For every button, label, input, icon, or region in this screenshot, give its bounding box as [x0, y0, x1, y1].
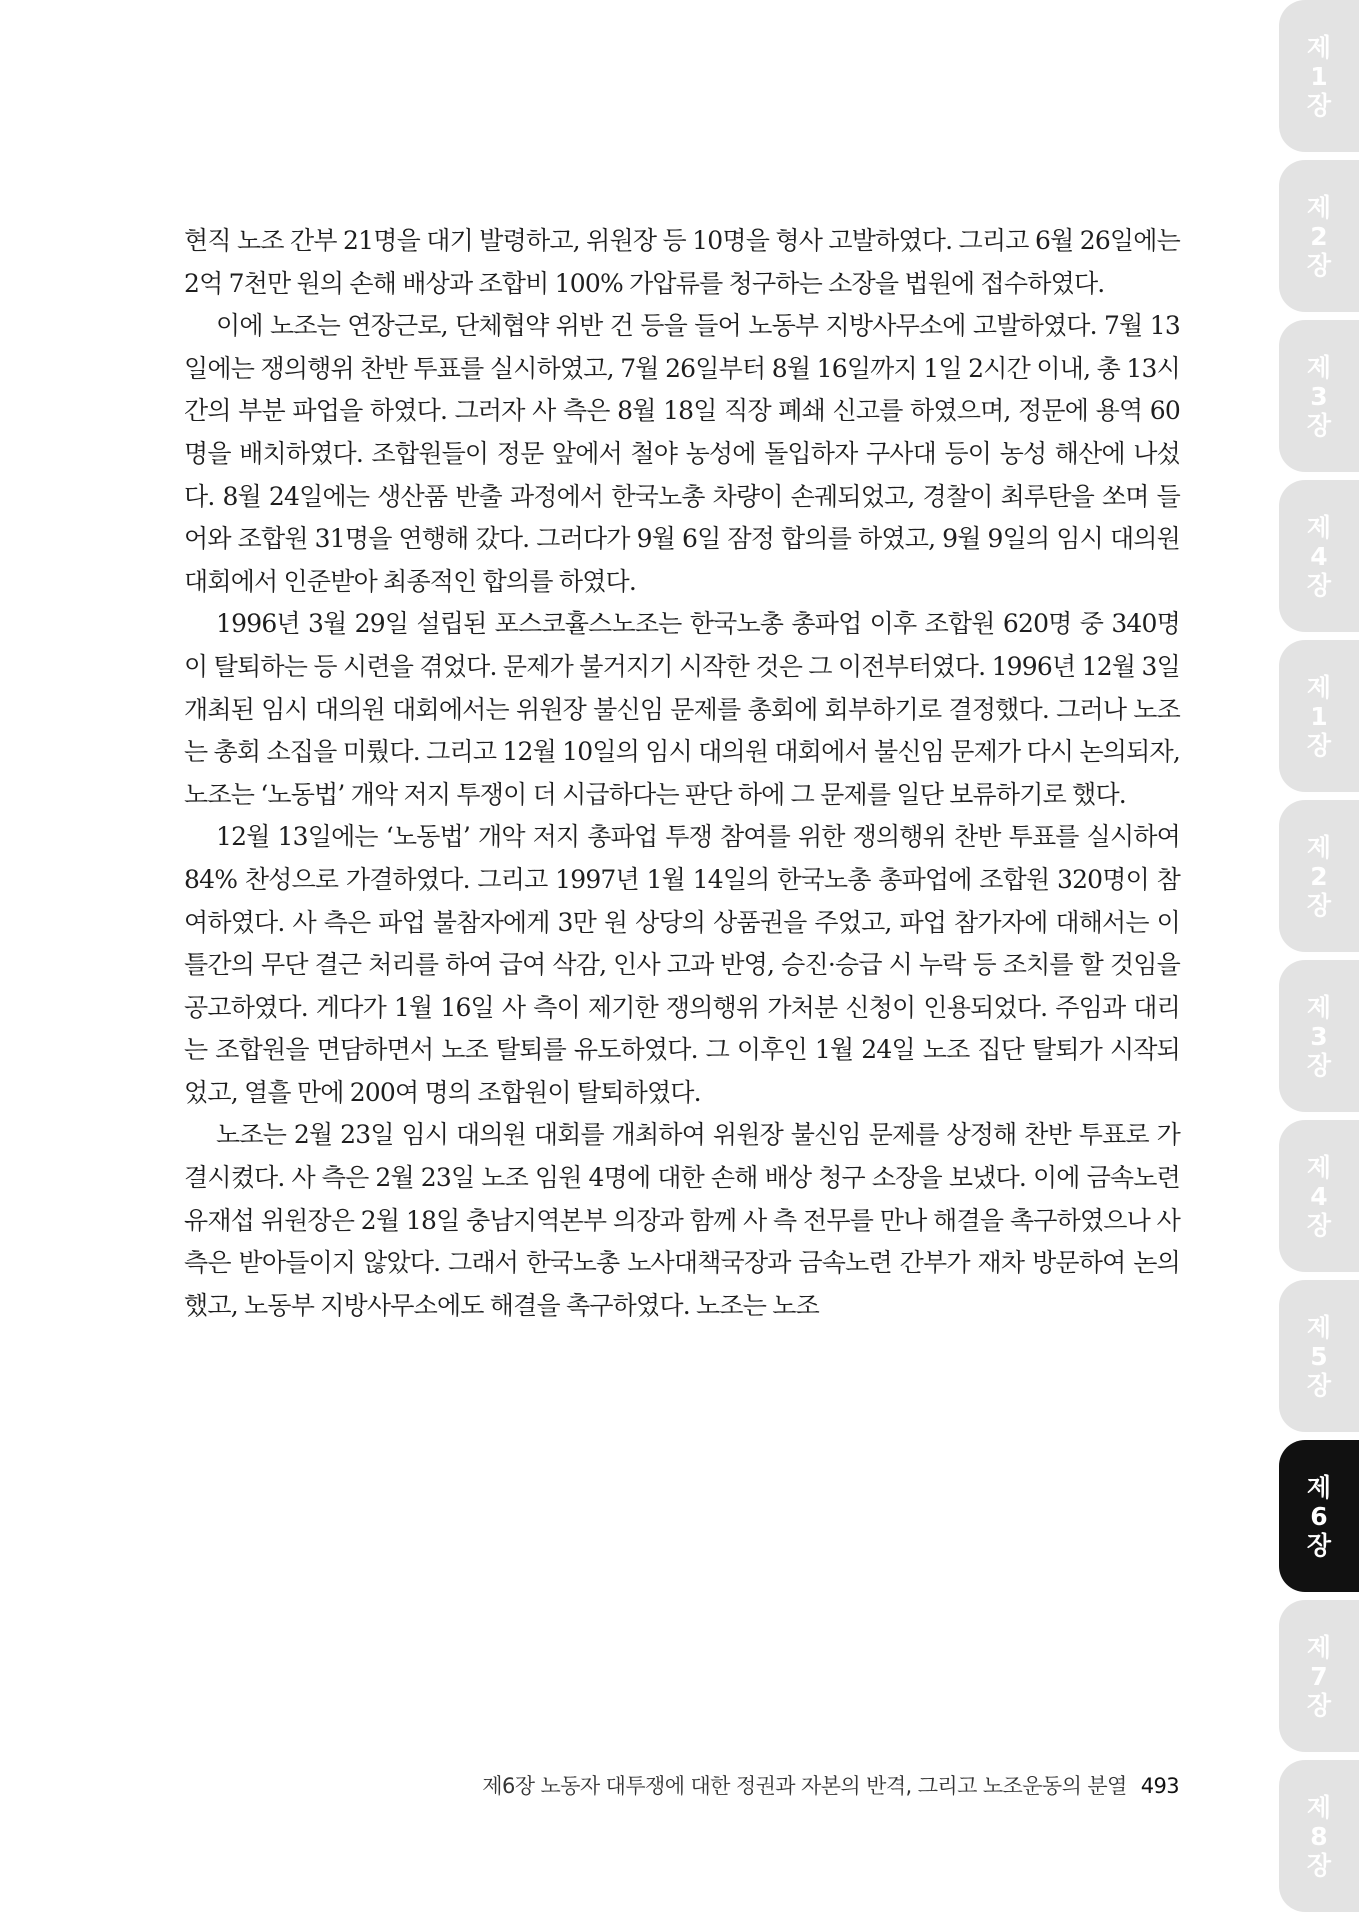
page-footer — [482, 1770, 1179, 1800]
paragraph-1: 현직 노조 간부 21명을 대기 발령하고, 위원장 등 10명을 형사 고발하였다. 그리고 6월 26일에는 2억 7천만 원의 손해 배상과 조합비 100% 가압류를 청구하는 소장을 법원에 접수하였다. — [184, 226, 1180, 298]
chapter-tab-6[interactable] — [1279, 800, 1359, 952]
tab-suffix: 장 — [1306, 1050, 1332, 1080]
chapter-tab-8[interactable] — [1279, 1120, 1359, 1272]
tab-label: 제 — [1306, 992, 1332, 1022]
chapter-tab-9[interactable] — [1279, 1280, 1359, 1432]
chapter-tab-5[interactable] — [1279, 640, 1359, 792]
running-title: 제6장 노동자 대투쟁에 대한 정권과 자본의 반격, 그리고 노조운동의 분열 — [482, 1774, 1127, 1798]
tab-number: 1 — [1310, 701, 1328, 731]
tab-number: 5 — [1310, 1341, 1328, 1371]
paragraph-5: 노조는 2월 23일 임시 대의원 대회를 개최하여 위원장 불신임 문제를 상정해 찬반 투표로 가결시켰다. 사 측은 2월 23일 노조 임원 4명에 대한 손해 배상 청구 소장을 보냈다. 이에 금속노련 유재섭 위원장은 2월 18일 충남지역본부 의장과 함께 사 측 전무를 만나 해결을 촉구하였으나 사 측은 받아들이지 않았다. 그래서 한국노총 노사대책국장과 금속노련 간부가 재차 방문하여 논의했고, 노동부 지방사무소에도 해결을 촉구하였다. 노조는 노조 — [184, 1120, 1180, 1320]
tab-number: 2 — [1310, 861, 1328, 891]
body-text — [184, 220, 1180, 1327]
paragraph-3: 1996년 3월 29일 설립된 포스코휼스노조는 한국노총 총파업 이후 조합원 620명 중 340명이 탈퇴하는 등 시련을 겪었다. 문제가 불거지기 시작한 것은 그 이전부터였다. 1996년 12월 3일 개최된 임시 대의원 대회에서는 위원장 불신임 문제를 총회에 회부하기로 결정했다. 그러나 노조는 총회 소집을 미뤘다. 그리고 12월 10일의 임시 대의원 대회에서 불신임 문제가 다시 논의되자, 노조는 ‘노동법’ 개악 저지 투쟁이 더 시급하다는 판단 하에 그 문제를 일단 보류하기로 했다. — [184, 609, 1180, 809]
tab-label: 제 — [1306, 1312, 1332, 1342]
tab-label: 제 — [1306, 672, 1332, 702]
chapter-tab-4[interactable] — [1279, 480, 1359, 632]
tab-label: 제 — [1306, 1152, 1332, 1182]
chapter-tab-11[interactable] — [1279, 1600, 1359, 1752]
tab-label: 제 — [1306, 1472, 1332, 1502]
tab-suffix: 장 — [1306, 890, 1332, 920]
tab-suffix: 장 — [1306, 410, 1332, 440]
tab-number: 3 — [1310, 381, 1328, 411]
tab-number: 1 — [1310, 61, 1328, 91]
chapter-tab-7[interactable] — [1279, 960, 1359, 1112]
tab-number: 4 — [1310, 1181, 1328, 1211]
tab-label: 제 — [1306, 1632, 1332, 1662]
tab-label: 제 — [1306, 512, 1332, 542]
tab-suffix: 장 — [1306, 90, 1332, 120]
tab-number: 2 — [1310, 221, 1328, 251]
tab-suffix: 장 — [1306, 1370, 1332, 1400]
chapter-tab-12[interactable] — [1279, 1760, 1359, 1912]
tab-label: 제 — [1306, 32, 1332, 62]
tab-suffix: 장 — [1306, 570, 1332, 600]
tab-number: 7 — [1310, 1661, 1328, 1691]
tab-suffix: 장 — [1306, 1850, 1332, 1880]
tab-label: 제 — [1306, 192, 1332, 222]
chapter-tab-1[interactable] — [1279, 0, 1359, 152]
page-number: 493 — [1140, 1774, 1179, 1798]
paragraph-2: 이에 노조는 연장근로, 단체협약 위반 건 등을 들어 노동부 지방사무소에 고발하였다. 7월 13일에는 쟁의행위 찬반 투표를 실시하였고, 7월 26일부터 8월 16일까지 1일 2시간 이내, 총 13시간의 부분 파업을 하였다. 그러자 사 측은 8월 18일 직장 폐쇄 신고를 하였으며, 정문에 용역 60명을 배치하였다. 조합원들이 정문 앞에서 철야 농성에 돌입하자 구사대 등이 농성 해산에 나섰다. 8월 24일에는 생산품 반출 과정에서 한국노총 차량이 손궤되었고, 경찰이 최루탄을 쏘며 들어와 조합원 31명을 연행해 갔다. 그러다가 9월 6일 잠정 합의를 하였고, 9월 9일의 임시 대의원 대회에서 인준받아 최종적인 합의를 하였다. — [184, 311, 1180, 596]
tab-label: 제 — [1306, 832, 1332, 862]
tab-label: 제 — [1306, 1792, 1332, 1822]
tab-number: 6 — [1310, 1501, 1328, 1531]
paragraph-4: 12월 13일에는 ‘노동법’ 개악 저지 총파업 투쟁 참여를 위한 쟁의행위 찬반 투표를 실시하여 84% 찬성으로 가결하였다. 그리고 1997년 1월 14일의 한국노총 총파업에 조합원 320명이 참여하였다. 사 측은 파업 불참자에게 3만 원 상당의 상품권을 주었고, 파업 참가자에 대해서는 이틀간의 무단 결근 처리를 하여 급여 삭감, 인사 고과 반영, 승진·승급 시 누락 등 조치를 할 것임을 공고하였다. 게다가 1월 16일 사 측이 제기한 쟁의행위 가처분 신청이 인용되었다. 주임과 대리는 조합원을 면담하면서 노조 탈퇴를 유도하였다. 그 이후인 1월 24일 노조 집단 탈퇴가 시작되었고, 열흘 만에 200여 명의 조합원이 탈퇴하였다. — [184, 822, 1180, 1107]
tab-suffix: 장 — [1306, 1690, 1332, 1720]
tab-suffix: 장 — [1306, 250, 1332, 280]
tab-suffix: 장 — [1306, 730, 1332, 760]
chapter-tabs — [1279, 0, 1359, 1920]
tab-number: 4 — [1310, 541, 1328, 571]
chapter-tab-2[interactable] — [1279, 160, 1359, 312]
tab-suffix: 장 — [1306, 1530, 1332, 1560]
tab-label: 제 — [1306, 352, 1332, 382]
chapter-tab-3[interactable] — [1279, 320, 1359, 472]
tab-number: 3 — [1310, 1021, 1328, 1051]
tab-number: 8 — [1310, 1821, 1328, 1851]
chapter-tab-10-active[interactable] — [1279, 1440, 1359, 1592]
tab-suffix: 장 — [1306, 1210, 1332, 1240]
